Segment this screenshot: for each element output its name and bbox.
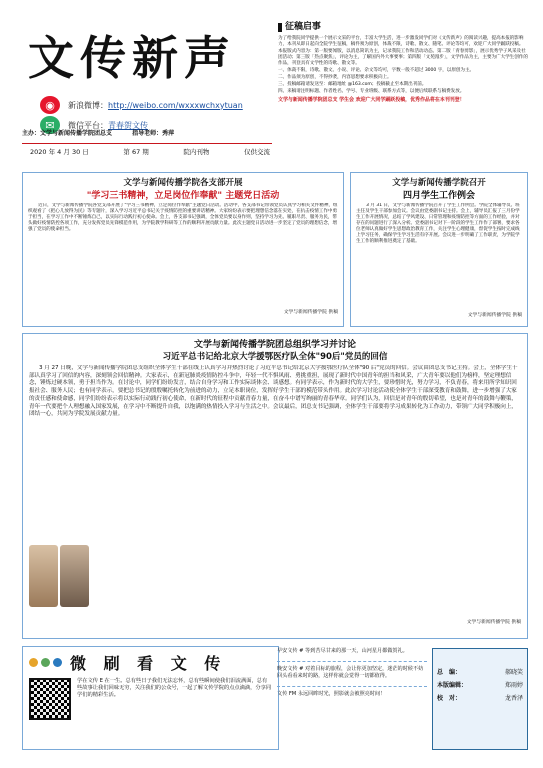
divider (22, 143, 272, 144)
editorial-staff (432, 648, 528, 750)
quote-fm: 文传 FM 永远回眸时光，照影就会被照亮时间！ (277, 690, 386, 697)
article-title: "学习三书精神，立足岗位作奉献" 主题党日活动 (86, 191, 280, 201)
qr-code[interactable] (29, 678, 71, 720)
article-header: 文学与新闻传播学院团总组织学习并讨论 (193, 340, 356, 350)
notice-paragraph: 二、作品须为原创，不得抄袭，内容思想要求积极向上。 (278, 75, 392, 81)
photo (29, 545, 58, 607)
article-body: 近日，文学与新闻传播学院各党支部开展了"学习三书精神，立足岗位作奉献"主题党日活动。活动中，各支部书记带领党员认真学习相关文件精神，组织观看了《把心儿放得为民》等专题片，深入学习习近平总书记关于疫情防控的重要讲话精神。大家纷纷表示要把理想信念落在实处，在抗击疫情工作中勇于担当，在学习工作中不断锤炼自己，以实际行动践行初心使命。会上，各支部书记强调，全体党员要以身作则，坚持学习为先、履职尽责、服务为民，带头做好疫情防控各项工作，充分发挥党员先锋模范作用，为学院教学科研等工作的顺利开展贡献力量。此次主题党日活动进一步坚定了党员的理想信念，增强了党员的使命担当。 (28, 203, 338, 233)
notice-paragraph: 四、来稿请注明标题、作者姓名、学号、专业班级、联系方式等，以便后续联系与稿费发放。 (278, 89, 465, 95)
article-body: 3 月 31 日，文学与新闻传播学院召开了学生工作例会。学院全体辅导员、班主任及学生干部参加会议。会议由党委副书记主持。会上，辅导员汇报了三月份学生工作开展情况，总结了学风建设、日常管理和疫情防控等方面的工作经验，并对存在的问题进行了深入分析。党委副书记对下一阶段的学生工作作了部署，要求各位老师认真做好学生思想政治教育工作，关注学生心理健康，督促学生按时完成线上学习任务，确保学生学习生活有序开展。会议进一步明确了工作职责，为学院学生工作的顺利推进奠定了基础。 (356, 203, 520, 245)
circulation-note: 仅供交流 (243, 148, 270, 156)
sponsor-right: 指导老师：秀萍 (132, 130, 175, 137)
publication-type: 院内刊物 (183, 148, 210, 156)
photo (60, 545, 89, 607)
article-credit: 文学与新闻传播学院 供稿 (466, 620, 521, 625)
sponsor-left: 主办：文学与新闻传播学院团总支 (22, 130, 113, 137)
article-credit: 文学与新闻传播学院 供稿 (283, 310, 338, 315)
daily-quotes (277, 646, 427, 748)
editor-row: 本版编辑： 郑雨婷 (437, 682, 523, 689)
article-work-meeting (350, 172, 528, 327)
notice-footer: 文学与新闻传播学院团总支 学生会 欢迎广大同学踊跃投稿，优秀作品将在本刊刊登！ (278, 97, 465, 104)
article-header: 文学与新闻传播学院各支部开展 (123, 178, 243, 188)
notice-paragraph: 一、体裁不限，诗歌、散文、小说、评论、杂文等均可，字数一般不超过 3000 字，以原创为主。 (278, 68, 475, 74)
notice-paragraph: 本报版式内容为：第一版要闻版，以消息简讯为主，记录我院工作和活动动态。第二版「青春剪影」，展示优秀学子风采及社团活动；第三版「热点聚焦」，评论为主，了解国内外大事要事；第四版「文苑漫步」，文学作品为主，主要为广大学生创作的作品，刊登具有文学性的诗歌、散文等。 (278, 49, 528, 67)
promo-body: 学在文传 E 在一生。总有些日子我们无法忘怀，总有些瞬间使我们泪流满面，总有些故事让我们回味无穷，关注我们的公众号，一起了解文传学院的点点滴滴，分享同学们的精彩生活。 (77, 678, 272, 698)
notice-title: 征稿启事 (285, 22, 321, 32)
promo-title: 微 刷 看 文 传 (70, 654, 227, 673)
weibo-icon: ◉ (40, 96, 60, 114)
issue-date: 2020 年 4 月 30 日 (30, 148, 89, 156)
article-title: 四月学生工作例会 (402, 191, 475, 201)
dateline (30, 147, 270, 156)
article-credit: 文学与新闻传播学院 供稿 (467, 313, 522, 318)
sponsor-line (22, 128, 272, 137)
weibo-label: 新浪微博： (68, 100, 108, 110)
article-reply-letter (22, 333, 528, 639)
article-body: 3 月 27 日晚，文学与新闻传播学院团总支组织全体学生干部在线上认真学习并热烈讨论了习近平总书记给北京大学援鄂医疗队全体"90 后"党员的回信。会议由团总支书记主持。会上，全体学生干部认真学习了回信的内容，深刻领会回信精神。大家表示，在新冠肺炎疫情防控斗争中，年轻一代不惧风雨、勇挑重担，展现了新时代中国青年的担当和风采，广大青年要以他们为榜样，坚定理想信念，锤炼过硬本领，勇于担当作为。在讨论中，同学们纷纷发言，结合自身学习和工作实际谈体会、谈感想。有同学表示，作为新时代的大学生，要珍惜时光，努力学习，不负青春，将来用所学知识回报社会、服务人民；也有同学表示，要把总书记的殷殷嘱托转化为前进的动力，立足本职岗位，发挥好学生干部的模范带头作用。此次学习讨论活动使全体学生干部深受教育和鼓舞，进一步增强了大家的责任感和使命感，同学们纷纷表示将以实际行动践行初心使命，在新时代的征程中贡献青春力量，在奋斗中谱写绚丽的青春华章。同学们认为，回信是对青年的殷切希望，也是对青年的鼓舞与鞭策，青年一代要把个人理想融入国家发展，在学习中不断提升自我，以饱满的热情投入学习与生活之中。会议最后，团总支书记强调，全体学生干部要将学习成果转化为工作动力，带领广大同学积极向上，团结一心，共同为学院发展贡献力量。 (29, 365, 518, 418)
wechat-label: 微信平台： (68, 120, 108, 130)
masthead-title: 文传新声 (28, 31, 236, 85)
article-photos (29, 545, 89, 607)
notice-paragraph: 三、投稿邮箱请发送至：邮箱地址 @163.com；投稿截止至本期出刊前。 (278, 82, 427, 88)
weibo-link[interactable]: http://weibo.com/wxxxwchxytuan (108, 100, 243, 110)
notice-heading (278, 22, 530, 34)
heading-bar (278, 23, 282, 32)
promo-dots (29, 658, 62, 667)
wechat-icon: ✉ (40, 116, 60, 134)
article-header: 文学与新闻传播学院召开 (392, 178, 486, 188)
issue-number: 第 67 期 (123, 148, 149, 156)
weibo-row (40, 96, 270, 114)
quote-morning: 早安文传 # 等到苦尽甘来的那一天，山河星月都做贺礼。 (277, 648, 408, 654)
wechat-value[interactable]: 青春贺文传 (108, 120, 148, 130)
editor-row: 总 编： 郝晓笑 (437, 669, 523, 676)
editor-row: 校 对： 龙香泽 (437, 695, 523, 702)
notice-paragraph: 为了给我院同学提供一个展示文采的平台，丰富大学生活，进一步激发同学们对《文传新声》的阅读兴趣，提高本报的影响力，本刊从即日起向全院学生征稿，稿件须为原创，体裁不限，诗歌、散文、随笔、评论等均可，欢迎广大同学踊跃投稿。 (278, 35, 524, 47)
article-title: 习近平总书记给北京大学援鄂医疗队全体"90后"党员的回信 (162, 352, 388, 362)
quote-night: 晚安文传 # 对着目标的旅程，会让你更加坚定，迷茫的时候不妨回头看看来时的路，这样你就会觉得一切都值得。 (277, 665, 424, 679)
article-party-day (22, 172, 344, 327)
call-for-papers (278, 22, 530, 164)
wechat-promo (22, 646, 279, 750)
